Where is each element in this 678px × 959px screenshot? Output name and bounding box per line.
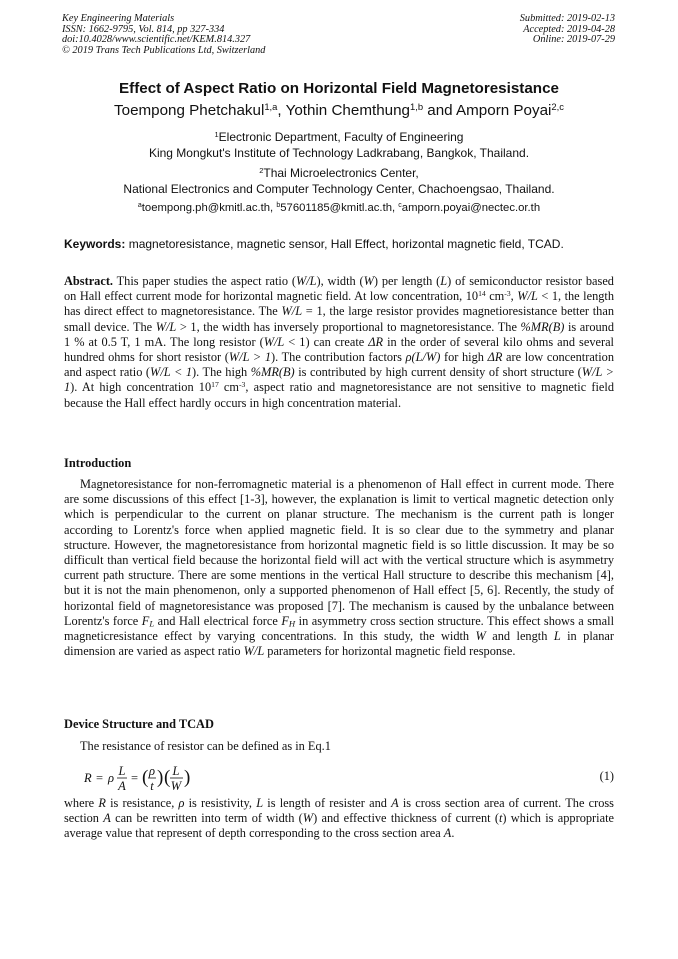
- math-subscript: L: [149, 618, 155, 629]
- publication-dates: [520, 14, 615, 46]
- text-run: ). At high concentration 10: [70, 380, 212, 395]
- affil-marker: 1: [214, 129, 219, 139]
- text-run: is contributed by high current density of short structure (: [294, 365, 582, 380]
- math-run: W: [302, 811, 314, 826]
- text-run: > 1, the width has inversely proportional to magnetoresistance. The: [176, 319, 521, 334]
- email-marker: b: [276, 202, 281, 210]
- paper-title: Effect of Aspect Ratio on Horizontal Field Magnetoresistance: [119, 80, 559, 97]
- math-run: %MR(B): [520, 319, 565, 334]
- text-run: in the order of several kilo ohms and several hundred ohms for short resistor (: [64, 334, 614, 365]
- email-marker: c: [398, 202, 402, 210]
- math-run: L: [553, 629, 561, 644]
- text-run: , aspect ratio and magnetoresistance are not sensitive to magnetic field because the Hall effect hardly occurs in high concentration material.: [64, 380, 614, 410]
- eq-numerator: ρ: [149, 764, 155, 778]
- author-separator: and: [423, 102, 457, 119]
- eq-paren: (: [164, 767, 171, 788]
- eq-numerator: L: [118, 764, 126, 778]
- text-run: ), width (: [316, 274, 364, 288]
- text-run: parameters for horizontal magnetic field response.: [264, 644, 516, 659]
- text-run: Magnetoresistance for non-ferromagnetic material is a phenomenon of Hall effect in current mode. There are some discussions of this effect [1-3], however, the explanation is limit to vertical magnetic detection only which is perpendicular to the current on planar structure. The mechanism is the current path is longer according to Lorentz's force when applied magnetic field. It is so clear due to the symmetry and planar structure. However, the magnetoresistance from horizontal magnetic field is so little discussion. It may be so difficult than vertical field because the horizontal field will act with the vertical structure which is asymmetry current path structure. There are some mentions in the vertical Hall structure to describe this mechanism [4], but it is not the main phenomenon, only a supported phenomenon of Hall effect [5, 6]. Recently, the study of horizontal field of magnetoresistance was proposed [7]. The mechanism is caused by the unbalance between Lorentz's force: [64, 477, 614, 628]
- math-run: %MR(B): [250, 365, 295, 380]
- affil-line: National Electronics and Computer Technology Center, Chachoengsao, Thailand.: [123, 182, 555, 196]
- author-separator: ,: [277, 102, 286, 119]
- copyright-info: © 2019 Trans Tech Publications Ltd, Switzerland: [62, 44, 266, 56]
- keywords-label: Keywords:: [64, 237, 126, 251]
- math-run: A: [443, 826, 452, 841]
- author-name: Amporn Poyai: [456, 102, 552, 119]
- exponent: 17: [211, 380, 219, 390]
- equation-1: [84, 762, 614, 794]
- doi-info: doi:10.4028/www.scientific.net/KEM.814.327: [62, 34, 251, 45]
- eq-denominator: A: [118, 779, 126, 793]
- math-run: W: [363, 274, 374, 288]
- text-run: cm: [218, 380, 240, 395]
- text-run: This paper studies the aspect ratio (: [113, 274, 296, 288]
- text-run: < 1) can create: [284, 334, 369, 349]
- eq-lhs: R: [84, 771, 92, 785]
- text-run: ). The contribution factors: [271, 350, 406, 365]
- text-run: ,: [510, 289, 518, 304]
- journal-info: [62, 14, 265, 56]
- abstract-paragraph: [64, 274, 614, 411]
- author-affil-marker: 2,c: [551, 100, 564, 112]
- email-link[interactable]: toempong.ph@kmitl.ac.th,: [141, 202, 277, 214]
- equation-graphic: [84, 762, 214, 794]
- text-run: .: [451, 826, 455, 841]
- affiliation-1: [0, 129, 678, 161]
- email-marker: a: [137, 202, 142, 210]
- math-run: W/L: [155, 319, 177, 334]
- author-affil-marker: 1,b: [409, 100, 424, 112]
- math-run: ρ(L/W): [405, 350, 441, 365]
- affiliation-2: [0, 165, 678, 197]
- affil-line: Electronic Department, Faculty of Engineering: [218, 130, 464, 144]
- text-run: in planar dimension are varied as aspect ratio: [64, 629, 614, 659]
- text-run: ) which is appropriate average value that represent of depth corresponding to the cross section area: [64, 811, 614, 841]
- author-name: Toempong Phetchakul: [114, 102, 265, 119]
- eq-paren: (: [142, 767, 149, 788]
- eq-numerator: L: [172, 764, 180, 778]
- text-run: < 1, the length has direct effect to magnetoresistance. The: [64, 289, 615, 319]
- equation-intro: The resistance of resistor can be defined as in Eq.1: [80, 739, 331, 753]
- device-paragraph: [64, 796, 614, 842]
- author-name: Yothin Chemthung: [285, 102, 410, 119]
- text-run: ). The high: [192, 365, 251, 380]
- email-link[interactable]: amporn.poyai@nectec.or.th: [401, 202, 541, 214]
- text-run: is around 1 % at 0.5 T, 1 mA. The long resistor (: [64, 319, 615, 349]
- math-run: W/L < 1: [150, 365, 193, 380]
- affil-line: Thai Microelectronics Center,: [263, 166, 419, 180]
- keywords-text: magnetoresistance, magnetic sensor, Hall Effect, horizontal magnetic field, TCAD.: [125, 237, 564, 251]
- math-run: t: [498, 811, 503, 826]
- exponent: 14: [478, 289, 486, 298]
- online-date: Online: 2019-07-29: [532, 34, 615, 45]
- text-run: ) per length (: [373, 274, 441, 288]
- submitted-date: Submitted: 2019-02-13: [519, 13, 615, 24]
- affil-marker: 2: [259, 165, 264, 175]
- math-run: W/L > 1: [228, 350, 271, 365]
- eq-denominator: t: [150, 779, 154, 793]
- text-run: is resistivity,: [184, 796, 257, 810]
- accepted-date: Accepted: 2019-04-28: [523, 23, 615, 35]
- text-run: and Hall electrical force: [154, 613, 282, 628]
- author-affil-marker: 1,a: [264, 100, 278, 112]
- text-run: and length: [485, 629, 554, 644]
- issn-info: ISSN: 1662-9795, Vol. 814, pp 327-334: [62, 23, 225, 35]
- exponent: -3: [239, 380, 246, 390]
- math-run: W/L: [263, 334, 285, 349]
- math-run: L: [440, 274, 448, 288]
- exponent: -3: [504, 289, 511, 298]
- math-run: ΔR: [368, 334, 384, 349]
- text-run: for high: [440, 350, 488, 365]
- text-run: ) and effective thickness of current (: [313, 811, 499, 826]
- text-run: ) of semiconductor resistor based on Hall effect current mode for horizontal magnetic field. At low concentration, 10: [64, 274, 614, 304]
- text-run: is cross section area of current. The cross section: [64, 796, 614, 826]
- math-run: A: [391, 796, 399, 810]
- keywords: [64, 237, 616, 251]
- text-run: can be rewritten into term of width (: [110, 811, 303, 826]
- author-emails: [0, 202, 678, 214]
- eq-paren: ): [157, 767, 164, 788]
- math-run: F: [281, 613, 289, 628]
- math-run: W/L: [243, 644, 265, 659]
- abstract-label: Abstract.: [64, 274, 114, 288]
- math-run: R: [98, 796, 106, 810]
- eq-equals: =: [131, 771, 139, 785]
- eq-equals: =: [96, 771, 104, 785]
- equation-number: (1): [599, 769, 614, 783]
- text-run: is length of resister and: [263, 796, 392, 810]
- math-run: W/L > 1: [64, 365, 614, 395]
- eq-paren: ): [184, 767, 191, 788]
- eq-denominator: W: [170, 779, 182, 793]
- author-list: [0, 102, 678, 119]
- math-run: W/L: [517, 289, 538, 304]
- text-run: is resistance,: [105, 796, 179, 810]
- section-heading-device-structure: Device Structure and TCAD: [64, 717, 214, 731]
- affil-line: King Mongkut's Institute of Technology Ladkrabang, Bangkok, Thailand.: [148, 146, 530, 160]
- section-heading-introduction: Introduction: [64, 456, 132, 470]
- math-run: ΔR: [487, 350, 503, 365]
- introduction-paragraph: [64, 477, 614, 659]
- math-run: F: [141, 613, 150, 628]
- email-link[interactable]: 57601185@kmitl.ac.th,: [280, 202, 399, 214]
- text-run: where: [64, 796, 99, 810]
- text-run: = 1, the large resistor provides magnetioresistance better than small device. The: [64, 304, 614, 334]
- text-run: are low concentration and aspect ratio (: [64, 350, 615, 380]
- math-run: W/L: [295, 274, 317, 288]
- text-run: cm: [485, 289, 505, 304]
- math-run: L: [256, 796, 264, 810]
- math-subscript: H: [288, 618, 296, 629]
- journal-name: Key Engineering Materials: [62, 13, 175, 24]
- math-run: ρ: [178, 796, 185, 810]
- text-run: in asymmetry cross section structure. This effect shows a small magneticresistance effect by varying concentrations. In this study, the width: [64, 613, 614, 644]
- eq-rho: ρ: [108, 771, 114, 785]
- math-run: W: [475, 629, 486, 644]
- math-run: W/L: [281, 304, 303, 319]
- math-run: A: [103, 811, 111, 826]
